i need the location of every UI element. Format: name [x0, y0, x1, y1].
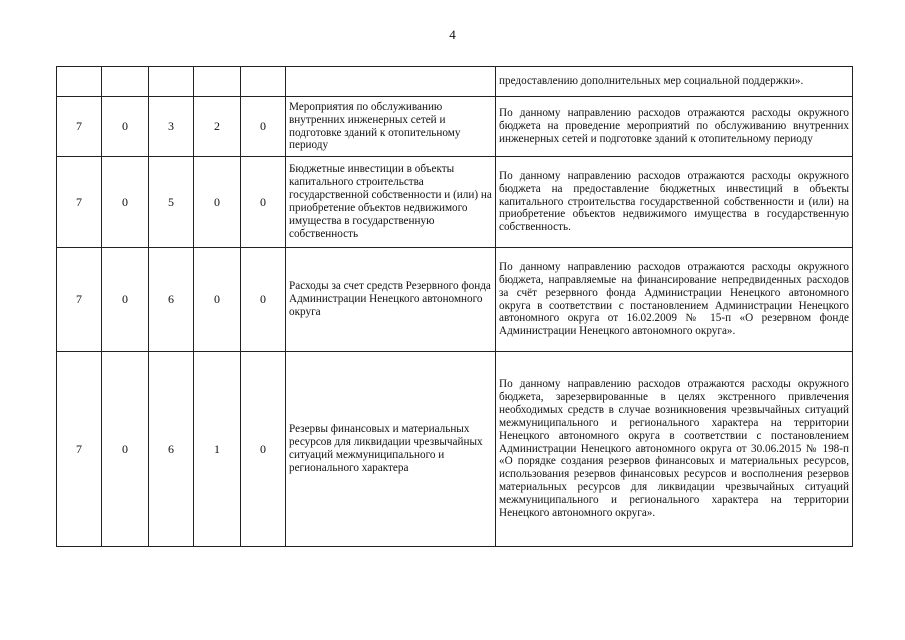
expense-name: Бюджетные инвестиции в объекты капитального строительства государственной собственности и (или) на приобретение объектов недвижимого имущества в государственную собственность — [286, 157, 496, 248]
code-cell-5 — [241, 67, 286, 97]
table-row — [57, 352, 853, 547]
code-cell-3: 6 — [149, 352, 194, 547]
table-row — [57, 157, 853, 248]
code-cell-1: 7 — [57, 248, 102, 352]
budget-codes-table — [56, 66, 853, 547]
expense-description: По данному направлению расходов отражаются расходы окружного бюджета, направляемые на финансирование непредвиденных расходов за счёт резервного фонда Администрации Ненецкого автономного округа в соответствии с постановлением Администрации Ненецкого автономного округа от 16.02.2009 № 15-п «О резервном фонде Администрации Ненецкого автономного округа». — [496, 248, 853, 352]
code-cell-1 — [57, 67, 102, 97]
code-cell-1: 7 — [57, 352, 102, 547]
code-cell-3: 5 — [149, 157, 194, 248]
code-cell-2: 0 — [102, 248, 149, 352]
expense-name: Резервы финансовых и материальных ресурсов для ликвидации чрезвычайных ситуаций межмуниципального и регионального характера — [286, 352, 496, 547]
code-cell-5: 0 — [241, 352, 286, 547]
code-cell-4: 1 — [194, 352, 241, 547]
expense-description: По данному направлению расходов отражаются расходы окружного бюджета на предоставление бюджетных инвестиций в объекты капитального строительства государственной собственности и (или) на приобретение объектов недвижимого имущества в государственную собственность. — [496, 157, 853, 248]
code-cell-2: 0 — [102, 352, 149, 547]
code-cell-4: 2 — [194, 97, 241, 157]
expense-name: Мероприятия по обслуживанию внутренних инженерных сетей и подготовке зданий к отопительному периоду — [286, 97, 496, 157]
expense-description: По данному направлению расходов отражаются расходы окружного бюджета, зарезервированные в целях экстренного привлечения необходимых средств в случае возникновения чрезвычайных ситуаций межмуниципального и регионального характера на территории Ненецкого автономного округа в соответствии с постановлением Администрации Ненецкого автономного округа от 30.06.2015 № 198-п «О порядке создания резервов финансовых и материальных ресурсов, использования резервов финансовых ресурсов и восполнения резервов материальных ресурсов для ликвидации чрезвычайных ситуаций межмуниципального и регионального характера на территории Ненецкого автономного округа». — [496, 352, 853, 547]
expense-name — [286, 67, 496, 97]
table-row — [57, 248, 853, 352]
table-row — [57, 67, 853, 97]
expense-description: предоставлению дополнительных мер социальной поддержки». — [496, 67, 853, 97]
expense-name: Расходы за счет средств Резервного фонда Администрации Ненецкого автономного округа — [286, 248, 496, 352]
code-cell-4: 0 — [194, 157, 241, 248]
code-cell-2: 0 — [102, 157, 149, 248]
table-row — [57, 97, 853, 157]
code-cell-5: 0 — [241, 157, 286, 248]
code-cell-3: 3 — [149, 97, 194, 157]
code-cell-1: 7 — [57, 157, 102, 248]
code-cell-5: 0 — [241, 248, 286, 352]
page-number: 4 — [449, 27, 456, 42]
code-cell-1: 7 — [57, 97, 102, 157]
code-cell-4 — [194, 67, 241, 97]
expense-description: По данному направлению расходов отражаются расходы окружного бюджета на проведение мероприятий по обслуживанию внутренних инженерных сетей и подготовке зданий к отопительному периоду — [496, 97, 853, 157]
code-cell-3: 6 — [149, 248, 194, 352]
code-cell-4: 0 — [194, 248, 241, 352]
code-cell-2 — [102, 67, 149, 97]
code-cell-5: 0 — [241, 97, 286, 157]
code-cell-2: 0 — [102, 97, 149, 157]
code-cell-3 — [149, 67, 194, 97]
